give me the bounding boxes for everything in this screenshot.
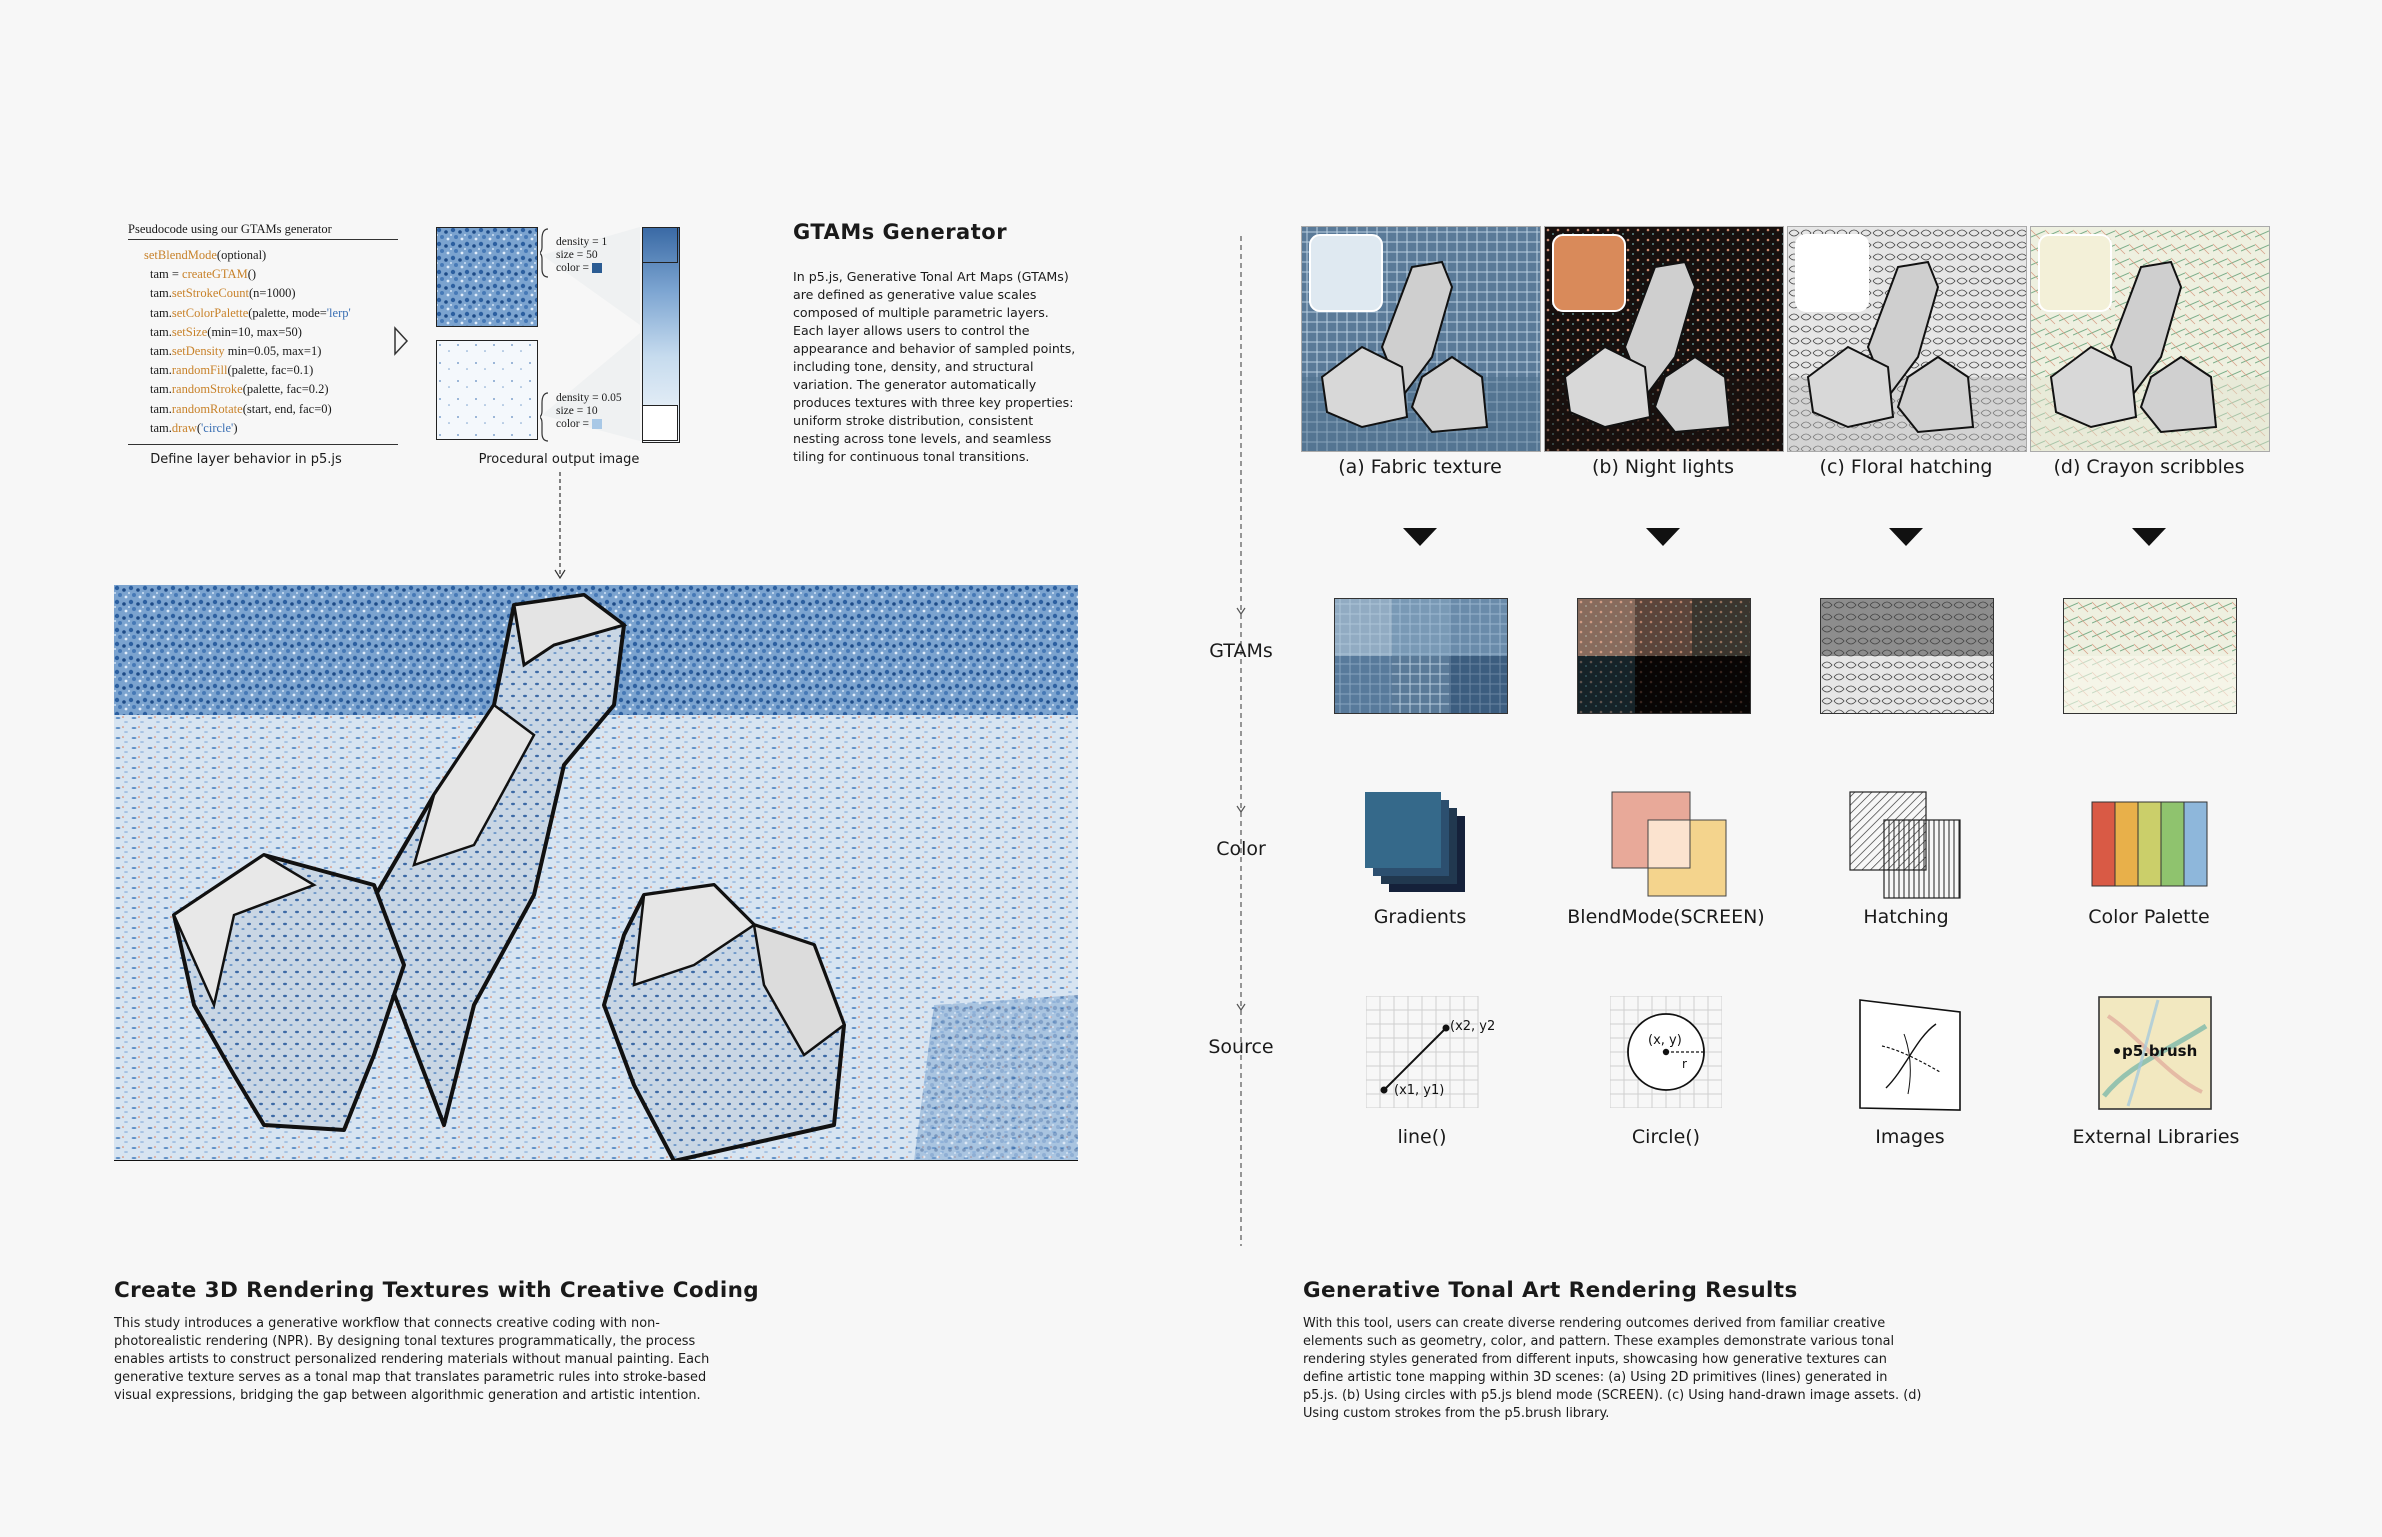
down-triangle-icon — [1646, 528, 1680, 552]
dense-texture-sample — [436, 227, 538, 327]
pseudocode-line: tam.setStrokeCount(n=1000) — [150, 286, 296, 301]
pseudocode-line: tam.setDensity min=0.05, max=1) — [150, 344, 322, 359]
down-triangle-icon — [2132, 528, 2166, 552]
gtam-floral — [1820, 598, 1994, 714]
source-caption-line: line() — [1397, 1126, 1447, 1148]
source-caption-external: External Libraries — [2072, 1126, 2240, 1148]
result-caption: (d) Crayon scribbles — [2053, 456, 2245, 478]
dark-color-swatch — [592, 263, 602, 273]
pseudocode-line: tam.setSize(min=10, max=50) — [150, 324, 302, 339]
result-render — [1301, 226, 1541, 452]
circle-primitive-icon — [1610, 996, 1722, 1108]
image-source-icon — [1856, 998, 1964, 1112]
svg-text:p5.brush: p5.brush — [2122, 1042, 2198, 1060]
blendmode-icon — [1610, 790, 1730, 900]
generator-title: GTAMs Generator — [793, 220, 1008, 244]
pseudocode-line: tam.setColorPalette(palette, mode='lerp' — [150, 305, 351, 320]
pseudocode-line: tam.randomFill(palette, fac=0.1) — [150, 363, 314, 378]
color-caption-hatching: Hatching — [1863, 906, 1949, 928]
line-primitive-icon — [1366, 996, 1496, 1108]
result-render — [1544, 226, 1784, 452]
pseudocode-lines — [128, 246, 398, 438]
pseudocode-line: tam = createGTAM() — [150, 267, 257, 282]
external-library-icon — [2098, 996, 2212, 1110]
color-caption-palette: Color Palette — [2088, 906, 2210, 928]
pseudocode-title: Pseudocode using our GTAMs generator — [128, 222, 398, 240]
down-triangle-icon — [1889, 528, 1923, 552]
gtam-crayon — [2063, 598, 2237, 714]
pseudocode-line: tam.randomStroke(palette, fac=0.2) — [150, 382, 329, 397]
svg-text:r: r — [1682, 1057, 1687, 1071]
result-render — [1787, 226, 2027, 452]
hatching-icon — [1848, 790, 1968, 900]
pseudocode-line: tam.draw('circle') — [150, 420, 238, 435]
down-arrow — [552, 472, 568, 584]
pseudocode-line: tam.randomRotate(start, end, fac=0) — [150, 401, 332, 416]
rock-rendering — [114, 585, 1078, 1161]
source-caption-circle: Circle() — [1631, 1126, 1701, 1148]
procedural-caption: Procedural output image — [478, 452, 640, 467]
source-caption-images: Images — [1875, 1126, 1945, 1148]
sparse-texture-sample — [436, 340, 538, 440]
svg-text:(x2, y2): (x2, y2) — [1450, 1019, 1496, 1034]
color-caption-gradients: Gradients — [1373, 906, 1467, 928]
color-palette-icon — [2090, 800, 2210, 890]
generator-body: In p5.js, Generative Tonal Art Maps (GTAMs) are defined as generative value scales composed of multiple parametric layers. Each layer allows users to control the appearance and behavior of sampled points, including tone, density, and structural variation. The generator automatically produces textures with three key properties: uniform stroke distribution, consistent nesting across tone levels, and seamless tiling for continuous tonal transitions. — [793, 269, 1076, 464]
gtam-fabric — [1334, 598, 1508, 714]
pseudocode-caption: Define layer behavior in p5.js — [150, 452, 342, 467]
color-caption-blendmode: BlendMode(SCREEN) — [1567, 906, 1765, 928]
result-render — [2030, 226, 2270, 452]
row-label-color: Color — [1216, 838, 1266, 860]
top-layer-params: density = 1 size = 50 color = — [556, 236, 608, 274]
gradients-icon — [1363, 790, 1483, 900]
results-section-title: Generative Tonal Art Rendering Results — [1303, 1278, 1798, 1303]
result-caption: (c) Floral hatching — [1819, 456, 1993, 478]
light-color-swatch — [592, 419, 602, 429]
pseudocode-panel — [128, 222, 398, 445]
gtam-night — [1577, 598, 1751, 714]
render-section-body: This study introduces a generative workflow that connects creative coding with non-photorealistic rendering (NPR). By designing tonal textures programmatically, the process enables artists to construct personalized rendering materials without manual painting. Each generative texture serves as a tonal map that translates parametric rules into stroke-based visual expressions, bridging the gap between algorithmic generation and artistic intention. — [114, 1316, 710, 1403]
result-caption: (b) Night lights — [1591, 456, 1735, 478]
results-section-body: With this tool, users can create diverse rendering outcomes derived from familiar creative elements such as geometry, color, and pattern. These examples demonstrate various tonal rendering styles generated from different inputs, showcasing how generative textures can define artistic tone mapping within 3D scenes: (a) Using 2D primitives (lines) generated in p5.js. (b) Using circles with p5.js blend mode (SCREEN). (c) Using hand-drawn image assets. (d) Using custom strokes from the p5.brush library. — [1303, 1316, 1922, 1421]
svg-text:(x1, y1): (x1, y1) — [1394, 1083, 1445, 1098]
render-section-title: Create 3D Rendering Textures with Creative Coding — [114, 1278, 760, 1303]
svg-text:(x, y): (x, y) — [1648, 1033, 1682, 1048]
bottom-layer-params: density = 0.05 size = 10 color = — [556, 392, 622, 430]
section-divider — [1234, 236, 1248, 1246]
down-triangle-icon — [1403, 528, 1437, 552]
row-label-gtams: GTAMs — [1209, 640, 1273, 662]
right-arrow-icon — [393, 326, 409, 356]
result-caption: (a) Fabric texture — [1338, 456, 1502, 478]
pseudocode-line: setBlendMode(optional) — [144, 248, 267, 262]
row-label-source: Source — [1208, 1036, 1274, 1058]
